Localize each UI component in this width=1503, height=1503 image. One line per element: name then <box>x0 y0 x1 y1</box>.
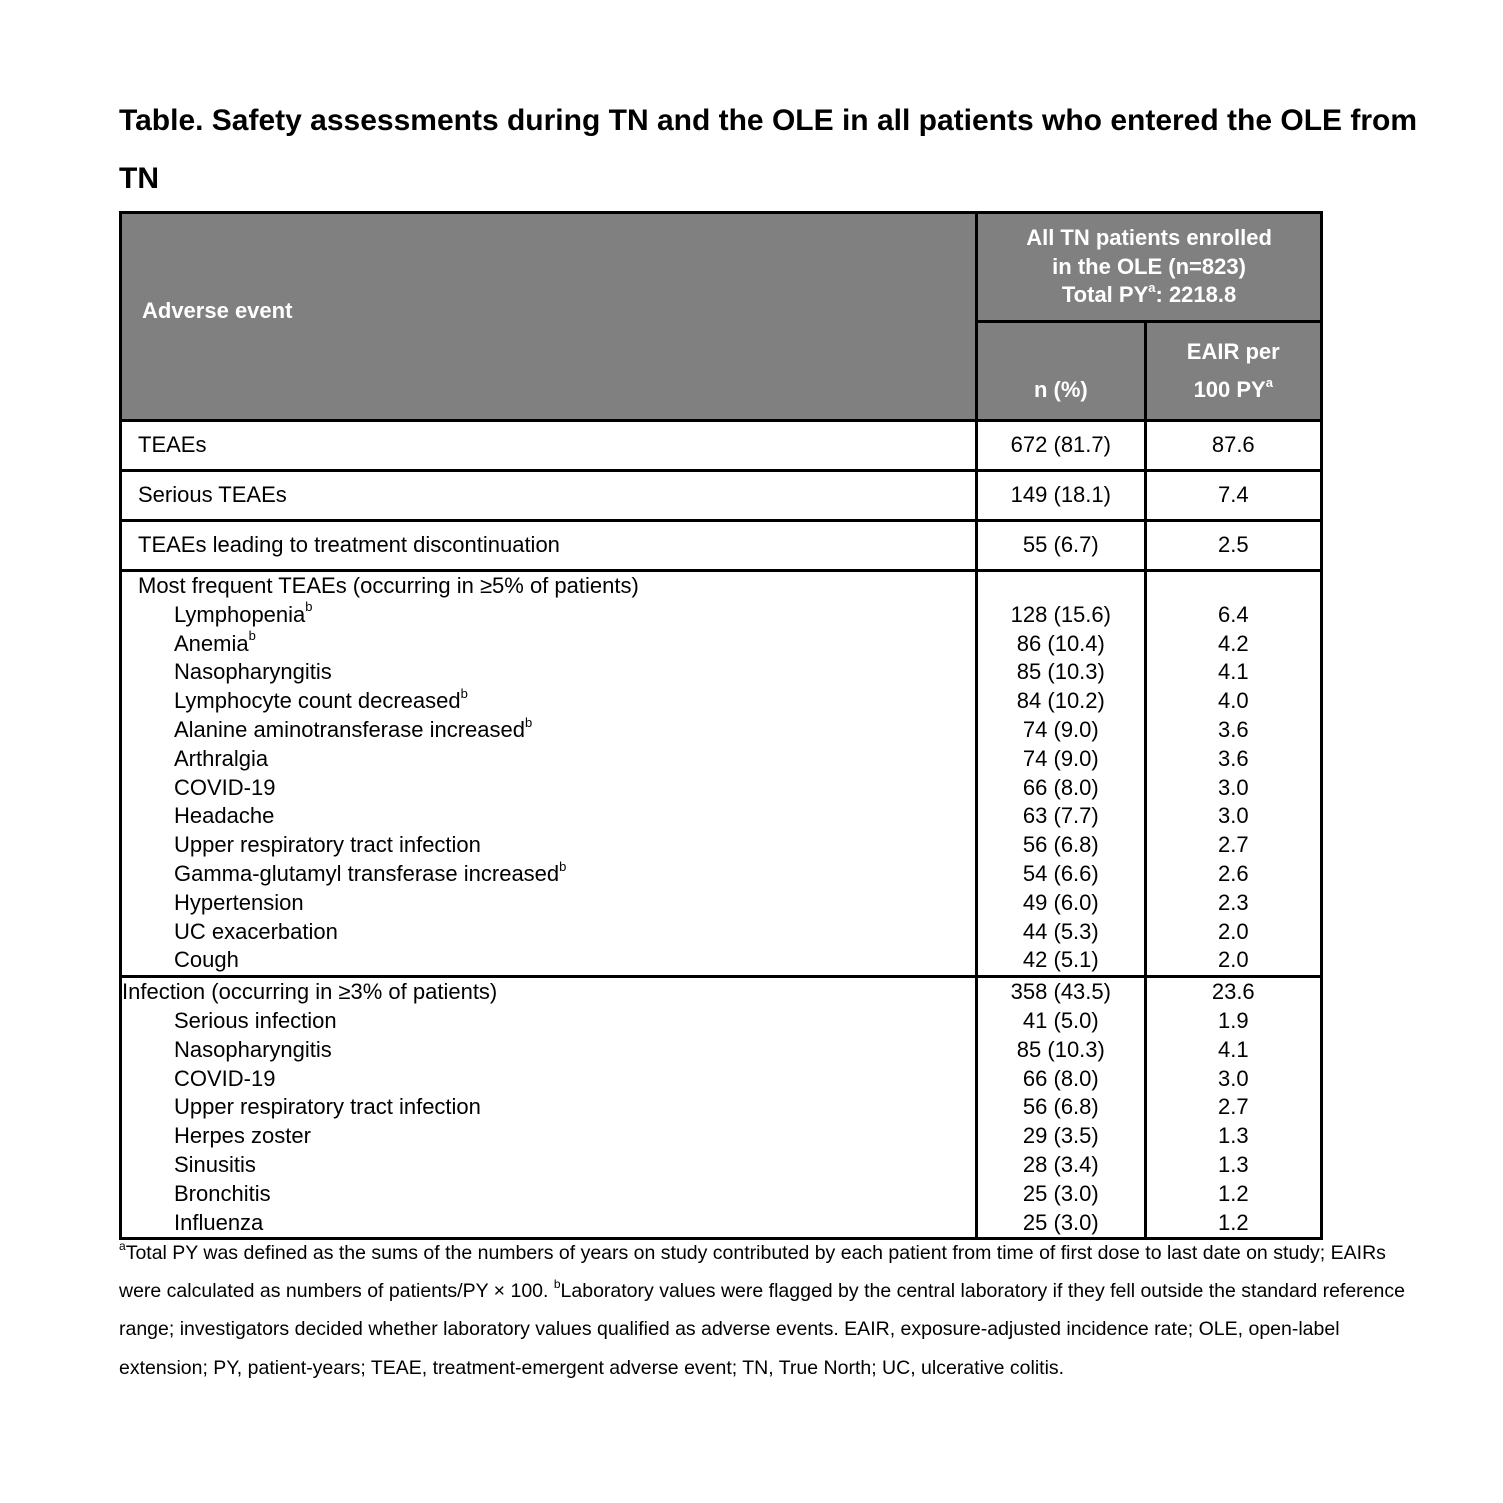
list-item-event <box>122 1209 975 1238</box>
list-item-n: 85 (10.3) <box>1016 1036 1105 1062</box>
infection-heading: Infection (occurring in ≥3% of patients) <box>122 979 498 1005</box>
frequent-heading-eair-blank <box>1147 572 1320 601</box>
footnote-sup-b: b <box>553 1276 561 1291</box>
table-row-infection <box>121 977 1322 1239</box>
list-item-event <box>122 1007 975 1036</box>
list-item-n: 63 (7.7) <box>1022 803 1099 829</box>
list-item-event-text: Nasopharyngitis <box>174 659 332 685</box>
list-item-event <box>138 630 975 659</box>
list-item-event <box>122 1122 975 1151</box>
list-item-n: 41 (5.0) <box>1022 1007 1099 1033</box>
list-item-n: 128 (15.6) <box>1010 601 1111 627</box>
list-item-n: 56 (6.8) <box>1022 1094 1099 1120</box>
list-item-n: 29 (3.5) <box>1022 1123 1099 1149</box>
header-adverse-event: Adverse event <box>121 213 977 421</box>
list-item-n: 49 (6.0) <box>1022 889 1099 915</box>
list-item-eair: 1.3 <box>1217 1123 1249 1149</box>
list-item-eair: 1.3 <box>1217 1151 1249 1177</box>
list-item-eair: 3.0 <box>1217 1065 1249 1091</box>
list-item-event-text: Serious infection <box>174 1007 337 1033</box>
frequent-heading: Most frequent TEAEs (occurring in ≥5% of patients) <box>138 573 639 598</box>
list-item-footnote-sup: b <box>305 599 313 615</box>
list-item-event <box>138 889 975 918</box>
list-item-event-text: Gamma-glutamyl transferase increased <box>174 860 560 886</box>
header-group-line2: in the OLE (n=823) <box>1052 253 1246 279</box>
list-item-event-text: Upper respiratory tract infection <box>174 1094 481 1120</box>
list-item-event <box>122 1036 975 1065</box>
frequent-heading-n-blank <box>978 572 1143 601</box>
list-item-n: 74 (9.0) <box>1022 745 1099 771</box>
list-item-event <box>122 1065 975 1094</box>
frequent-events-cell <box>121 571 977 977</box>
list-item-n: 56 (6.8) <box>1022 832 1099 858</box>
list-item-eair: 3.0 <box>1217 774 1249 800</box>
list-item-event-text: Nasopharyngitis <box>174 1036 332 1062</box>
row-eair: 2.5 <box>1145 521 1321 571</box>
list-item-event-text: Bronchitis <box>174 1180 271 1206</box>
list-item-footnote-sup: b <box>248 628 256 644</box>
list-item-n: 25 (3.0) <box>1022 1209 1099 1235</box>
list-item-event-text: Hypertension <box>174 889 304 915</box>
infection-heading-eair: 23.6 <box>1211 979 1255 1005</box>
header-group-line1: All TN patients enrolled <box>1026 224 1272 250</box>
infection-n-cell <box>977 977 1145 1239</box>
list-item-n: 42 (5.1) <box>1022 947 1099 973</box>
list-item-footnote-sup: b <box>460 685 468 701</box>
row-eair: 87.6 <box>1145 421 1321 471</box>
table-row-teaes-discontinuation <box>121 521 1322 571</box>
list-item-event-text: COVID-19 <box>174 774 276 800</box>
table-row-most-frequent-teaes <box>121 571 1322 977</box>
row-event: TEAEs <box>121 421 977 471</box>
list-item-n: 66 (8.0) <box>1022 1065 1099 1091</box>
header-n-label: n (%) <box>1033 377 1088 402</box>
header-total-py-label: Total PY <box>1061 282 1149 308</box>
list-item-eair: 6.4 <box>1217 601 1249 627</box>
list-item-eair: 3.6 <box>1217 716 1249 742</box>
list-item-eair: 1.2 <box>1217 1180 1249 1206</box>
list-item-n: 44 (5.3) <box>1022 918 1099 944</box>
list-item-n: 74 (9.0) <box>1022 716 1099 742</box>
row-n: 55 (6.7) <box>977 521 1145 571</box>
table-row-serious-teaes <box>121 471 1322 521</box>
header-eair <box>1145 322 1321 421</box>
frequent-n-cell <box>977 571 1145 977</box>
list-item-event <box>138 860 975 889</box>
header-eair-line1: EAIR per <box>1186 339 1280 364</box>
header-eair-line2-text: 100 PY <box>1193 377 1266 402</box>
list-item-event <box>122 1093 975 1122</box>
row-n: 149 (18.1) <box>977 471 1145 521</box>
infection-events-cell <box>121 977 977 1239</box>
row-event: TEAEs leading to treatment discontinuation <box>121 521 977 571</box>
list-item-event-text: UC exacerbation <box>174 918 338 944</box>
list-item-event-text: Headache <box>174 803 275 829</box>
footnote-text-b: Laboratory values were flagged by the central laboratory if they fell outside the standard reference range; investigators decided whether laboratory values qualified as adverse events. EAIR, exposure-adjusted incidence rate; OLE, open-label extension; PY, patient-years; TEAE, treatment-emergent adverse event; TN, True North; UC, ulcerative colitis. <box>119 1280 1405 1379</box>
list-item-event <box>138 745 975 774</box>
list-item-eair: 3.0 <box>1217 803 1249 829</box>
header-eair-sup: a <box>1265 374 1273 390</box>
header-total-py-value: : 2218.8 <box>1155 282 1237 308</box>
list-item-eair: 2.7 <box>1217 832 1249 858</box>
list-item-event <box>138 716 975 745</box>
list-item-n: 85 (10.3) <box>1016 659 1105 685</box>
list-item-footnote-sup: b <box>524 714 533 730</box>
list-item-event <box>138 946 975 975</box>
list-item-event <box>138 802 975 831</box>
list-item-n: 54 (6.6) <box>1022 860 1099 886</box>
list-item-eair: 2.0 <box>1217 947 1249 973</box>
list-item-event-text: Arthralgia <box>174 745 269 771</box>
footnote-text-a: Total PY was defined as the sums of the numbers of years on study contributed by each patient from time of first dose to last date on study; EAIRs were calculated as numbers of patients/PY × 100. <box>119 1242 1386 1303</box>
row-event: Serious TEAEs <box>121 471 977 521</box>
list-item-event-text: Influenza <box>174 1209 264 1235</box>
footnote <box>119 1234 1419 1387</box>
header-n-percent <box>977 322 1145 421</box>
list-item-event <box>138 687 975 716</box>
list-item-event-text: Lymphocyte count decreased <box>174 688 461 714</box>
list-item-eair: 2.7 <box>1217 1094 1249 1120</box>
frequent-eair-cell <box>1145 571 1321 977</box>
list-item-n: 25 (3.0) <box>1022 1180 1099 1206</box>
list-item-eair: 3.6 <box>1217 745 1249 771</box>
list-item-eair: 4.1 <box>1217 1036 1249 1062</box>
list-item-event-text: Anemia <box>174 630 249 656</box>
list-item-eair: 1.2 <box>1217 1209 1249 1235</box>
list-item-event-text: Sinusitis <box>174 1151 256 1177</box>
list-item-event <box>138 918 975 947</box>
table-row-teaes <box>121 421 1322 471</box>
list-item-n: 28 (3.4) <box>1022 1151 1099 1177</box>
list-item-eair: 4.2 <box>1217 630 1249 656</box>
list-item-event-text: Alanine aminotransferase increased <box>174 716 525 742</box>
row-n: 672 (81.7) <box>977 421 1145 471</box>
list-item-event-text: Cough <box>174 947 239 973</box>
list-item-event <box>138 601 975 630</box>
footnote-sup-a: a <box>119 1238 126 1253</box>
list-item-n: 86 (10.4) <box>1016 630 1105 656</box>
list-item-footnote-sup: b <box>559 858 567 874</box>
list-item-eair: 4.1 <box>1217 659 1249 685</box>
header-eair-line2 <box>1147 371 1320 409</box>
list-item-event <box>138 831 975 860</box>
row-eair: 7.4 <box>1145 471 1321 521</box>
list-item-eair: 2.0 <box>1217 918 1249 944</box>
header-group-line3 <box>978 281 1320 310</box>
header-group <box>977 213 1322 322</box>
list-item-event-text: Upper respiratory tract infection <box>174 832 481 858</box>
infection-heading-n: 358 (43.5) <box>1010 979 1111 1005</box>
list-item-event-text: COVID-19 <box>174 1065 276 1091</box>
list-item-eair: 1.9 <box>1217 1007 1249 1033</box>
safety-table <box>119 211 1323 1240</box>
list-item-eair: 2.6 <box>1217 860 1249 886</box>
list-item-event-text: Lymphopenia <box>174 601 306 627</box>
infection-eair-cell <box>1145 977 1321 1239</box>
list-item-event-text: Herpes zoster <box>174 1123 311 1149</box>
list-item-event <box>138 774 975 803</box>
page-title: Table. Safety assessments during TN and the OLE in all patients who entered the OLE from TN <box>119 104 1418 195</box>
list-item-event <box>122 1151 975 1180</box>
list-item-eair: 4.0 <box>1217 688 1249 714</box>
header-total-py-sup: a <box>1148 280 1156 296</box>
list-item-event <box>122 1180 975 1209</box>
list-item-event <box>138 658 975 687</box>
list-item-n: 84 (10.2) <box>1016 688 1105 714</box>
list-item-n: 66 (8.0) <box>1022 774 1099 800</box>
list-item-eair: 2.3 <box>1217 889 1249 915</box>
